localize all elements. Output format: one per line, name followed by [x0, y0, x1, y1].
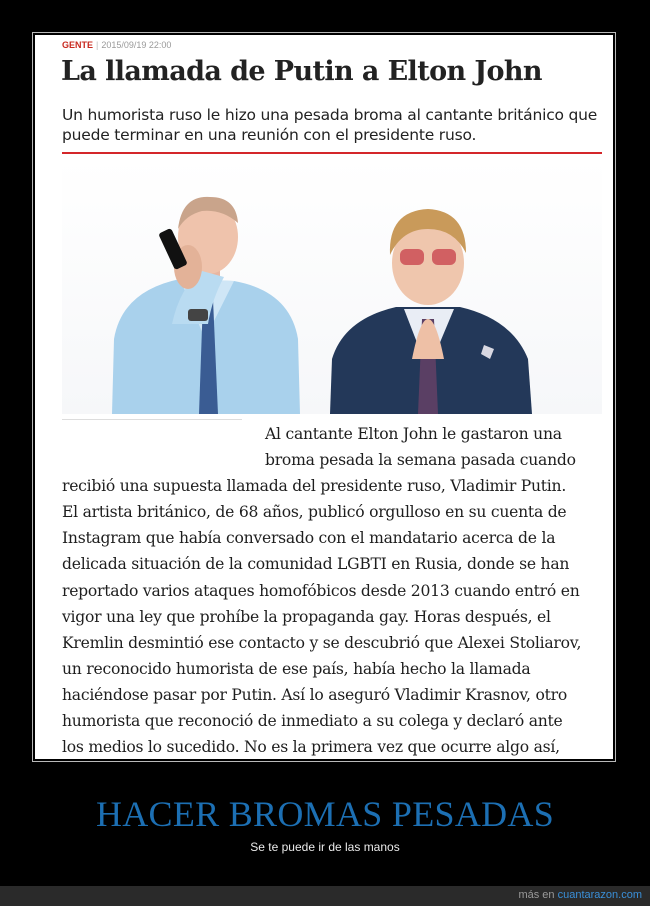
article-headline: La llamada de Putin a Elton John [61, 56, 542, 87]
footer-bar [0, 886, 650, 906]
article-card [35, 35, 613, 759]
body-line: haciéndose pasar por Putin. Así lo aseguró Vladimir Krasnov, otro [62, 685, 567, 704]
body-line: delicada situación de la comunidad LGBTI en Rusia, donde se han [62, 555, 570, 574]
body-line: broma pesada la semana pasada cuando [265, 451, 576, 470]
body-line: El artista británico, de 68 años, publicó orgulloso en su cuenta de [62, 503, 567, 522]
body-line: Kremlin desmintió ese contacto y se descubrió que Alexei Stoliarov, [62, 633, 582, 652]
body-line: los medios lo sucedido. No es la primera vez que ocurre algo así, [62, 738, 560, 757]
article-meta [62, 40, 171, 50]
photo-illustration [62, 159, 602, 414]
article-photo [62, 159, 602, 414]
body-line: recibió una supuesta llamada del presidente ruso, Vladimir Putin. [62, 477, 567, 496]
poster-subtitle: Se te puede ir de las manos [250, 840, 400, 854]
site-link[interactable]: cuantarazon.com [557, 889, 642, 901]
body-line: Al cantante Elton John le gastaron una [265, 425, 562, 443]
article-body [62, 421, 602, 759]
article-datetime: 2015/09/19 22:00 [101, 40, 172, 50]
poster-title: HACER BROMAS PESADAS [95, 794, 555, 834]
headline-divider [62, 152, 602, 154]
body-line: Instagram que había conversado con el mandatario acerca de la [62, 529, 556, 548]
elton-john-figure [330, 209, 532, 414]
footer-prefix: más en [518, 889, 558, 901]
meme-frame [32, 32, 616, 762]
body-line: reportado varios ataques homofóbicos desde 2013 cuando entró en [62, 581, 580, 600]
category-link[interactable]: GENTE [62, 40, 94, 50]
body-line: un reconocido humorista de ese país, había hecho la llamada [62, 659, 531, 678]
meta-separator: | [96, 40, 99, 50]
article-subtitle: Un humorista ruso le hizo una pesada broma al cantante británico que puede terminar en una reunión con el presidente ruso. [62, 106, 598, 144]
putin-figure [112, 197, 300, 414]
body-line: humorista que reconoció de inmediato a su colega y declaró ante [62, 712, 563, 731]
photo-caption-divider [62, 419, 242, 420]
body-line: vigor una ley que prohíbe la propaganda gay. Horas después, el [62, 607, 551, 626]
footer-credit [518, 889, 642, 901]
